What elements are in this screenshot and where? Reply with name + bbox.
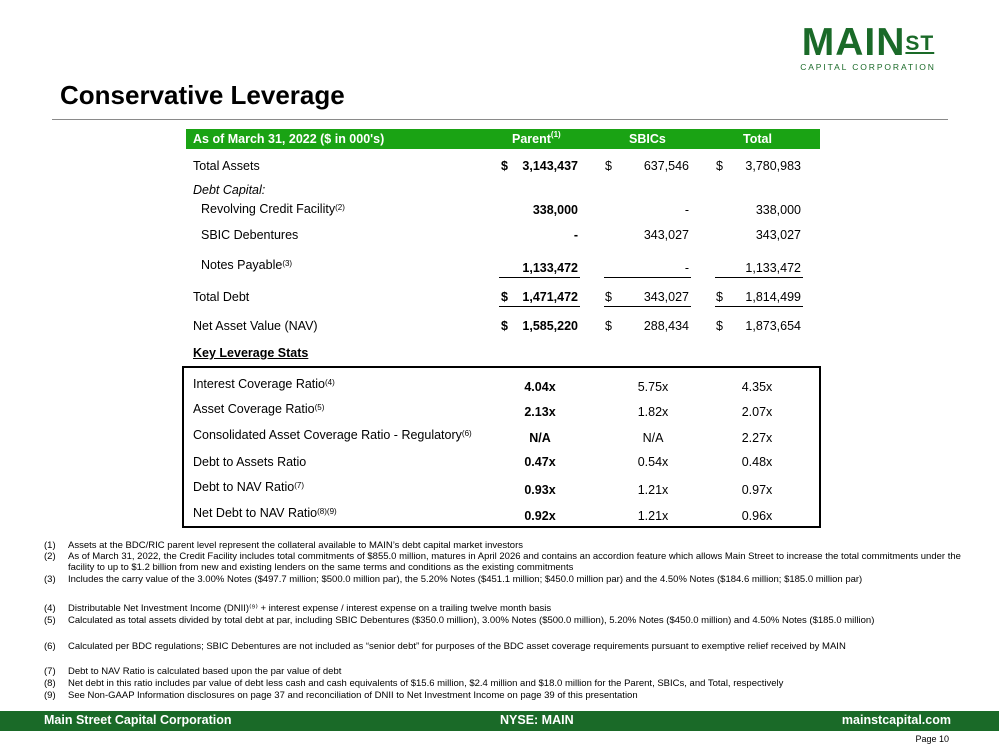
stat-sbics: 1.21x bbox=[637, 483, 669, 497]
key-leverage-stats-title: Key Leverage Stats bbox=[193, 346, 309, 360]
footnote: (3) Includes the carry value of the 3.00% Notes ($497.7 million; $500.0 million par), the 5.20% Notes ($451.1 million; $450.0 million par) and the 4.50% Notes ($184.6 million; $185.0 million par) bbox=[44, 574, 863, 585]
stat-label: Interest Coverage Ratio$^{(4)}$ bbox=[193, 377, 335, 391]
value-sbics: 637,546 bbox=[643, 159, 689, 173]
debt-capital-label: Debt Capital: bbox=[193, 183, 266, 197]
row-label: Net Asset Value (NAV) bbox=[193, 319, 318, 333]
currency-symbol: $ bbox=[716, 290, 723, 304]
logo-subtitle: CAPITAL CORPORATION bbox=[800, 62, 936, 72]
stat-parent: 0.92x bbox=[524, 509, 556, 523]
value-total: 1,873,654 bbox=[745, 319, 801, 333]
value-sbics: - bbox=[684, 203, 689, 217]
stat-parent: 4.04x bbox=[524, 380, 556, 394]
stat-parent: N/A bbox=[529, 431, 551, 445]
stat-sbics: 5.75x bbox=[637, 380, 669, 394]
header-parent: Parent$^{(1)}$ bbox=[512, 130, 561, 146]
footnote: (5) Calculated as total assets divided by total debt at par, including SBIC Debentures ($350.0 million), 3.00% Notes ($500.0 million), 5.20% Notes ($450.0 million) and 4.50% Notes ($185.0 million) bbox=[44, 615, 875, 626]
stat-label: Net Debt to NAV Ratio$^{(8)(9)}$ bbox=[193, 506, 337, 520]
stat-sbics: 0.54x bbox=[637, 455, 669, 469]
value-parent: - bbox=[573, 228, 578, 242]
currency-symbol: $ bbox=[716, 319, 723, 333]
value-total: 1,133,472 bbox=[745, 261, 801, 275]
currency-symbol: $ bbox=[501, 290, 508, 304]
row-label: Revolving Credit Facility$^{(2)}$ bbox=[201, 202, 345, 216]
logo-main-text: MAIN bbox=[801, 21, 906, 64]
total-rule bbox=[715, 306, 803, 307]
subtotal-rule bbox=[715, 277, 803, 278]
stat-label: Asset Coverage Ratio$^{(5)}$ bbox=[193, 402, 325, 416]
stat-sbics: N/A bbox=[642, 431, 664, 445]
row-label: Total Debt bbox=[193, 290, 250, 304]
value-sbics: 288,434 bbox=[643, 319, 689, 333]
value-parent: 1,471,472 bbox=[522, 290, 578, 304]
currency-symbol: $ bbox=[501, 159, 508, 173]
stat-label: Debt to NAV Ratio$^{(7)}$ bbox=[193, 480, 304, 494]
footnote: (4) Distributable Net Investment Income (DNII)⁽⁹⁾ + interest expense / interest expense on a trailing twelve month basis bbox=[44, 603, 552, 614]
footnote: (1) Assets at the BDC/RIC parent level represent the collateral available to MAIN’s debt capital market investors bbox=[44, 540, 523, 551]
logo-st-text: ST bbox=[905, 32, 935, 55]
value-total: 1,814,499 bbox=[745, 290, 801, 304]
value-parent: 1,585,220 bbox=[522, 319, 578, 333]
stat-sbics: 1.21x bbox=[637, 509, 669, 523]
footnote: (6) Calculated per BDC regulations; SBIC Debentures are not included as “senior debt” for purposes of the BDC asset coverage requirements pursuant to exemptive relief received by MAIN bbox=[44, 641, 846, 652]
currency-symbol: $ bbox=[501, 319, 508, 333]
value-total: 343,027 bbox=[755, 228, 801, 242]
stat-parent: 0.93x bbox=[524, 483, 556, 497]
footnote: (7) Debt to NAV Ratio is calculated based upon the par value of debt bbox=[44, 666, 342, 677]
stat-total: 2.27x bbox=[741, 431, 773, 445]
page-number: Page 10 bbox=[915, 734, 949, 744]
currency-symbol: $ bbox=[605, 159, 612, 173]
footnote: (2) As of March 31, 2022, the Credit Facility includes total commitments of $855.0 million, matures in April 2026 and contains an accordion feature which allows Main Street to increase the total commitments under the facility to up to $1.2 billion from new and existing lenders on the same terms and conditions as the existing commitments bbox=[44, 551, 961, 574]
stat-label: Consolidated Asset Coverage Ratio - Regulatory$^{(6)}$ bbox=[193, 428, 472, 442]
stat-total: 0.97x bbox=[741, 483, 773, 497]
stat-total: 0.96x bbox=[741, 509, 773, 523]
footnote: (9) See Non-GAAP Information disclosures on page 37 and reconciliation of DNII to Net Investment Income on page 39 of this presentation bbox=[44, 690, 638, 701]
value-parent: 1,133,472 bbox=[522, 261, 578, 275]
stat-total: 0.48x bbox=[741, 455, 773, 469]
row-label: Notes Payable$^{(3)}$ bbox=[201, 258, 293, 272]
row-label: Total Assets bbox=[193, 159, 260, 173]
title-divider bbox=[52, 119, 948, 120]
total-rule bbox=[499, 306, 580, 307]
table-header bbox=[186, 129, 820, 149]
stat-label: Debt to Assets Ratio bbox=[193, 455, 307, 469]
value-sbics: - bbox=[684, 261, 689, 275]
company-logo bbox=[797, 21, 939, 72]
footnote: (8) Net debt in this ratio includes par value of debt less cash and cash equivalents of $15.6 million, $2.4 million and $18.0 million for the Parent, SBICs, and Total, respectively bbox=[44, 678, 784, 689]
row-label: SBIC Debentures bbox=[201, 228, 299, 242]
currency-symbol: $ bbox=[716, 159, 723, 173]
stat-total: 4.35x bbox=[741, 380, 773, 394]
value-parent: 3,143,437 bbox=[522, 159, 578, 173]
header-total: Total bbox=[743, 132, 772, 146]
currency-symbol: $ bbox=[605, 319, 612, 333]
value-parent: 338,000 bbox=[532, 203, 578, 217]
value-sbics: 343,027 bbox=[643, 290, 689, 304]
header-sbics: SBICs bbox=[629, 132, 666, 146]
footer-company: Main Street Capital Corporation bbox=[44, 713, 232, 727]
page-title: Conservative Leverage bbox=[60, 80, 345, 110]
total-rule bbox=[604, 306, 691, 307]
value-sbics: 343,027 bbox=[643, 228, 689, 242]
value-total: 3,780,983 bbox=[745, 159, 801, 173]
stat-parent: 0.47x bbox=[524, 455, 556, 469]
header-as-of: As of March 31, 2022 ($ in 000's) bbox=[193, 132, 385, 146]
stat-sbics: 1.82x bbox=[637, 405, 669, 419]
stat-parent: 2.13x bbox=[524, 405, 556, 419]
footer-bar bbox=[0, 711, 999, 731]
subtotal-rule bbox=[604, 277, 691, 278]
value-total: 338,000 bbox=[755, 203, 801, 217]
subtotal-rule bbox=[499, 277, 580, 278]
currency-symbol: $ bbox=[605, 290, 612, 304]
stat-total: 2.07x bbox=[741, 405, 773, 419]
footer-ticker: NYSE: MAIN bbox=[500, 713, 574, 727]
footer-website[interactable]: mainstcapital.com bbox=[841, 713, 951, 727]
